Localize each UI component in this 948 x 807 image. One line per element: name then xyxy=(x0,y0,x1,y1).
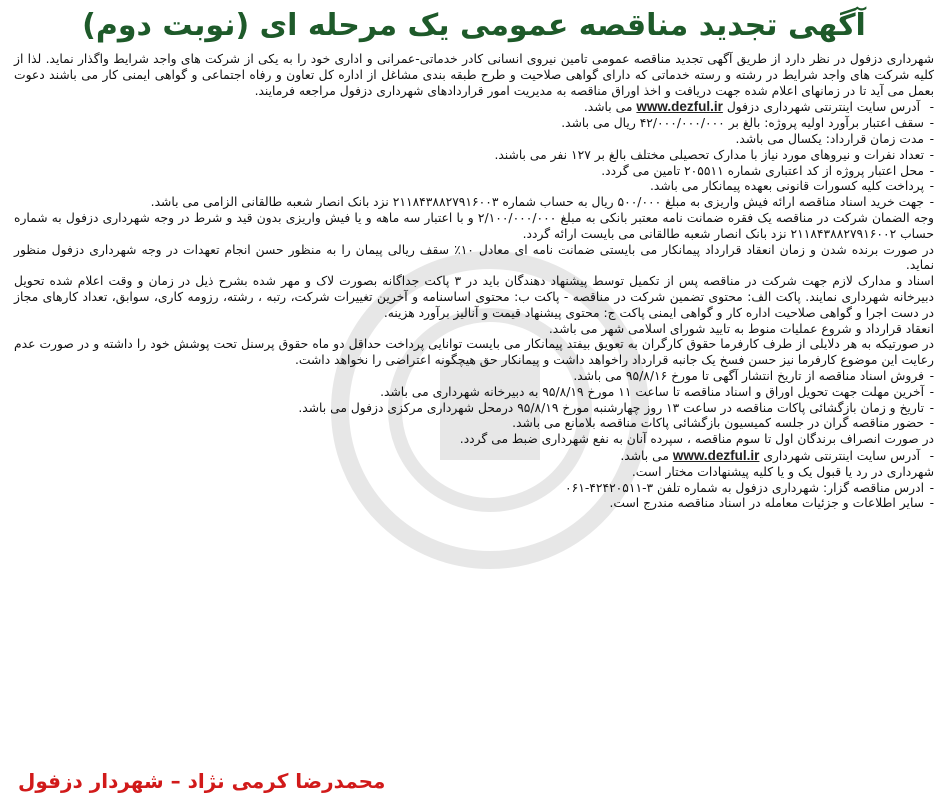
site-prefix: آدرس سایت اینترنتی شهرداری دزفول xyxy=(726,100,921,115)
item-text: پرداخت کلیه کسورات قانونی بعهده پیمانکار می باشد. xyxy=(649,179,924,194)
notice-title: آگهی تجدید مناقصه عمومی یک مرحله ای (نوبت دوم) xyxy=(82,8,866,43)
site2-link[interactable]: www.dezful.ir xyxy=(672,447,760,463)
site2-prefix: آدرس سایت اینترنتی شهرداری xyxy=(763,448,921,463)
notice-body xyxy=(14,52,934,512)
address-line: -ادرس مناقصه گزار: شهرداری دزفول به شماره تلفن ۳-۴۲۴۲۰۵۱۱-۰۶۱ xyxy=(564,480,934,495)
item-text: آخرین مهلت جهت تحویل اوراق و اسناد مناقصه تا ساعت ۱۱ مورخ ۹۵/۸/۱۹ به دبیرخانه شهرداری می باشد. xyxy=(380,384,924,399)
list-item: -تاریخ و زمان بازگشائی پاکات مناقصه در ساعت ۱۳ روز چهارشنبه مورخ ۹۵/۸/۱۹ درمحل شهرداری مرکزی دزفول می باشد. xyxy=(298,400,934,415)
item-text: مدت زمان قرارداد: یکسال می باشد. xyxy=(735,131,924,146)
contract-paragraph: انعقاد قرارداد و شروع عملیات منوط به تایید شورای اسلامی شهر می باشد. xyxy=(548,321,934,336)
site-line: - آدرس سایت اینترنتی شهرداری دزفول www.dezful.ir می باشد. xyxy=(583,99,934,115)
item-text: تاریخ و زمان بازگشائی پاکات مناقصه در ساعت ۱۳ روز چهارشنبه مورخ ۹۵/۸/۱۹ درمحل شهرداری مرکزی دزفول می باشد. xyxy=(298,400,924,415)
other-line: -سایر اطلاعات و جزئیات معامله در اسناد مناقصه مندرج است. xyxy=(609,496,934,511)
list-item: -فروش اسناد مناقصه از تاریخ انتشار آگهی تا مورخ ۹۵/۸/۱۶ می باشد. xyxy=(573,368,934,383)
list-item: -تعداد نفرات و نیروهای مورد نیاز با مدارک تحصیلی مختلف بالغ بر ۱۲۷ نفر می باشند. xyxy=(494,147,934,162)
item-text: حضور مناقصه گران در جلسه کمیسیون بازگشائی پاکات مناقصه بلامانع می باشد. xyxy=(512,416,924,431)
mayor-signature: محمدرضا کرمی نژاد – شهردار دزفول xyxy=(18,769,386,793)
list-item: -محل اعتبار پروژه از کد اعتباری شماره ۲۰۵۵۱۱ تامین می گردد. xyxy=(601,163,934,178)
list-item: -حضور مناقصه گران در جلسه کمیسیون بازگشائی پاکات مناقصه بلامانع می باشد. xyxy=(512,416,934,431)
other-text: سایر اطلاعات و جزئیات معامله در اسناد مناقصه مندرج است. xyxy=(609,496,924,511)
intro-paragraph: شهرداری دزفول در نظر دارد از طریق آگهی تجدید مناقصه عمومی تامین نیروی انسانی کادر خدماتی-عمرانی و اداری خود را به یکی از شرکت های واجد شرایط واگذار نماید. لذا از کلیه شرکت های واجد شرایط در رشته و رسته خدماتی که دارای گواهی صلاحیت و طرح طبقه بندی مشاغل از اداره کل تعاون و رفاه اجتماعی و گواهی ایمنی کار می باشند دعوت بعمل می آید تا در زمانهای اعلام شده جهت دریافت و اخذ اوراق مناقصه به مدیریت امور قراردادهای شهرداری دزفول مراجعه فرمایند. xyxy=(14,52,934,98)
list-item: -پرداخت کلیه کسورات قانونی بعهده پیمانکار می باشد. xyxy=(649,179,934,194)
list-item: -مدت زمان قرارداد: یکسال می باشد. xyxy=(735,131,934,146)
site2-line: - آدرس سایت اینترنتی شهرداری www.dezful.ir می باشد. xyxy=(620,447,934,463)
site2-suffix: می باشد. xyxy=(620,448,669,463)
documents-paragraph: اسناد و مدارک لازم جهت شرکت در مناقصه پس از تکمیل توسط پیشنهاد دهندگان باید در ۳ پاکت جداگانه بصورت لاک و مهر شده بشرح ذیل در زمان و وقت اعلام شده تحویل دبیرخانه شهرداری نمایند. پاکت الف: محتوی تضمین شرکت در مناقصه - پاکت ب: محتوی اساسنامه و آخرین تغییرات شرکت، رتبه ، رشته، رزومه کاری، سوابق، تعداد کارهای مجاز در دست اجرا و گواهی صلاحیت اداره کار و گواهی ایمنی پاکت ج: محتوی پیشنهاد قیمت و آنالیز برآورد هزینه. xyxy=(14,274,934,320)
list-item: -آخرین مهلت جهت تحویل اوراق و اسناد مناقصه تا ساعت ۱۱ مورخ ۹۵/۸/۱۹ به دبیرخانه شهرداری می باشد. xyxy=(380,384,934,399)
item-text: محل اعتبار پروژه از کد اعتباری شماره ۲۰۵۵۱۱ تامین می گردد. xyxy=(601,163,924,178)
withdraw-paragraph: در صورت انصراف برندگان اول تا سوم مناقصه ، سپرده آنان به نفع شهرداری ضبط می گردد. xyxy=(459,432,934,447)
item-text: سقف اعتبار برآورد اولیه پروژه: بالغ بر ۴۲/۰۰۰/۰۰۰/۰۰۰ ریال می باشد. xyxy=(561,116,924,131)
winner-paragraph: در صورت برنده شدن و زمان انعقاد قرارداد پیمانکار می بایستی ضمانت نامه ای معادل ۱۰٪ سقف ریالی پیمان را به منظور حسن انجام تعهدات در وجه شهرداری دزفول منظور نماید. xyxy=(14,242,934,273)
site-suffix: می باشد. xyxy=(583,100,633,115)
site-link[interactable]: www.dezful.ir xyxy=(636,99,723,115)
wages-paragraph: در صورتیکه به هر دلایلی از طرف کارفرما حقوق کارگران به تعویق بیفتد پیمانکار می بایست توانایی پرداخت حداقل دو ماه حقوق پرسنل تحت پوشش خود را داشته و در صورت عدم رعایت این موضوع کارفرما نیز حسن فسخ یک جانبه قرارداد راخواهد داشت و پیمانکار حق هیچگونه اعتراضی را نخواهد داشت. xyxy=(14,337,934,368)
list-item: -جهت خرید اسناد مناقصه ارائه فیش واریزی به مبلغ ۵۰۰/۰۰۰ ریال به حساب شماره ۲۱۱۸۴۳۸۸۲۷۹۱۶۰۰۳ نزد بانک انصار شعبه طالقانی الزامی می باشد. xyxy=(150,195,934,210)
item-text: فروش اسناد مناقصه از تاریخ انتشار آگهی تا مورخ ۹۵/۸/۱۶ می باشد. xyxy=(573,368,924,383)
list-item: -سقف اعتبار برآورد اولیه پروژه: بالغ بر ۴۲/۰۰۰/۰۰۰/۰۰۰ ریال می باشد. xyxy=(561,116,934,131)
address-text: ادرس مناقصه گزار: شهرداری دزفول به شماره تلفن ۳-۴۲۴۲۰۵۱۱-۰۶۱ xyxy=(564,480,924,495)
reject-paragraph: شهرداری در رد یا قبول یک و یا کلیه پیشنهادات مختار است. xyxy=(631,464,934,479)
item-text: تعداد نفرات و نیروهای مورد نیاز با مدارک تحصیلی مختلف بالغ بر ۱۲۷ نفر می باشند. xyxy=(494,147,924,162)
item-text: جهت خرید اسناد مناقصه ارائه فیش واریزی به مبلغ ۵۰۰/۰۰۰ ریال به حساب شماره ۲۱۱۸۴۳۸۸۲۷۹۱۶۰۰۳ نزد بانک انصار شعبه طالقانی الزامی می باشد. xyxy=(150,195,924,210)
guarantee-paragraph: وجه الضمان شرکت در مناقصه یک فقره ضمانت نامه معتبر بانکی به مبلغ ۲/۱۰۰/۰۰۰/۰۰۰ و با اعتبار سه ماهه و یا فیش واریزی بدون قید و شرط در وجه شهرداری دزفول به شماره حساب ۲۱۱۸۴۳۸۸۲۷۹۱۶۰۰۲ نزد بانک انصار شعبه طالقانی می بایست ارائه گردد. xyxy=(14,210,934,241)
